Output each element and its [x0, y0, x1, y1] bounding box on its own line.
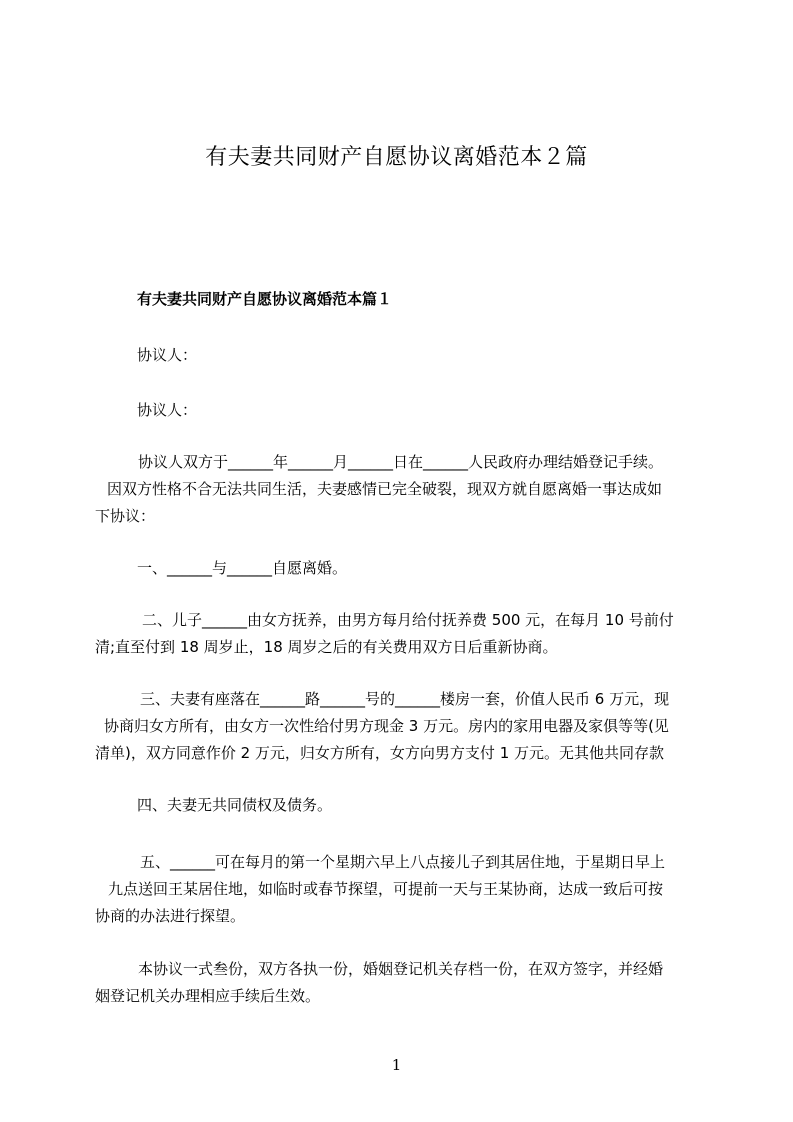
paragraph-line: 姻登记机关办理相应手续后生效。: [95, 987, 321, 1005]
document-title: 有夫妻共同财产自愿协议离婚范本２篇: [205, 145, 588, 170]
paragraph-line: 清;直至付到 18 周岁止，18 周岁之后的有关费用双方日后重新协商。: [95, 638, 558, 656]
clause-1: 一、______与______自愿离婚。: [137, 559, 348, 577]
paragraph-line: 三、夫妻有座落在______路______号的______楼房一套，价值人民币 6 万元，现: [140, 690, 670, 708]
paragraph-line: 协商的办法进行探望。: [95, 907, 246, 925]
clause-4: 四、夫妻无共同债权及债务。: [137, 796, 333, 814]
party-1-label: 协议人：: [137, 346, 198, 364]
section-heading: 有夫妻共同财产自愿协议离婚范本篇１: [137, 290, 393, 308]
paragraph-line: 九点送回王某居住地，如临时或春节探望，可提前一天与王某协商，达成一致后可按: [108, 880, 664, 898]
paragraph-line: 因双方性格不合无法共同生活，夫妻感情已完全破裂，现双方就自愿离婚一事达成如: [107, 480, 663, 498]
paragraph-line: 清单)，双方同意作价 2 万元，归女方所有，女方向男方支付 1 万元。无其他共同存款: [95, 744, 665, 762]
paragraph-line: 五、______可在每月的第一个星期六早上八点接儿子到其居住地，于星期日早上: [140, 853, 666, 871]
paragraph-line: 下协议：: [95, 507, 156, 525]
paragraph-line: 协商归女方所有，由女方一次性给付男方现金 3 万元。房内的家用电器及家俱等等(见: [104, 717, 669, 735]
paragraph-line: 协议人双方于______年______月______日在______人民政府办理结婚登记手续。: [138, 453, 664, 471]
party-2-label: 协议人：: [137, 401, 198, 419]
page-number: 1: [391, 1056, 402, 1074]
paragraph-line: 二、儿子______由女方抚养，由男方每月给付抚养费 500 元，在每月 10 号前付: [142, 611, 674, 629]
paragraph-line: 本协议一式叁份，双方各执一份，婚姻登记机关存档一份，在双方签字，并经婚: [138, 960, 664, 978]
document-body: [95, 0, 697, 1040]
